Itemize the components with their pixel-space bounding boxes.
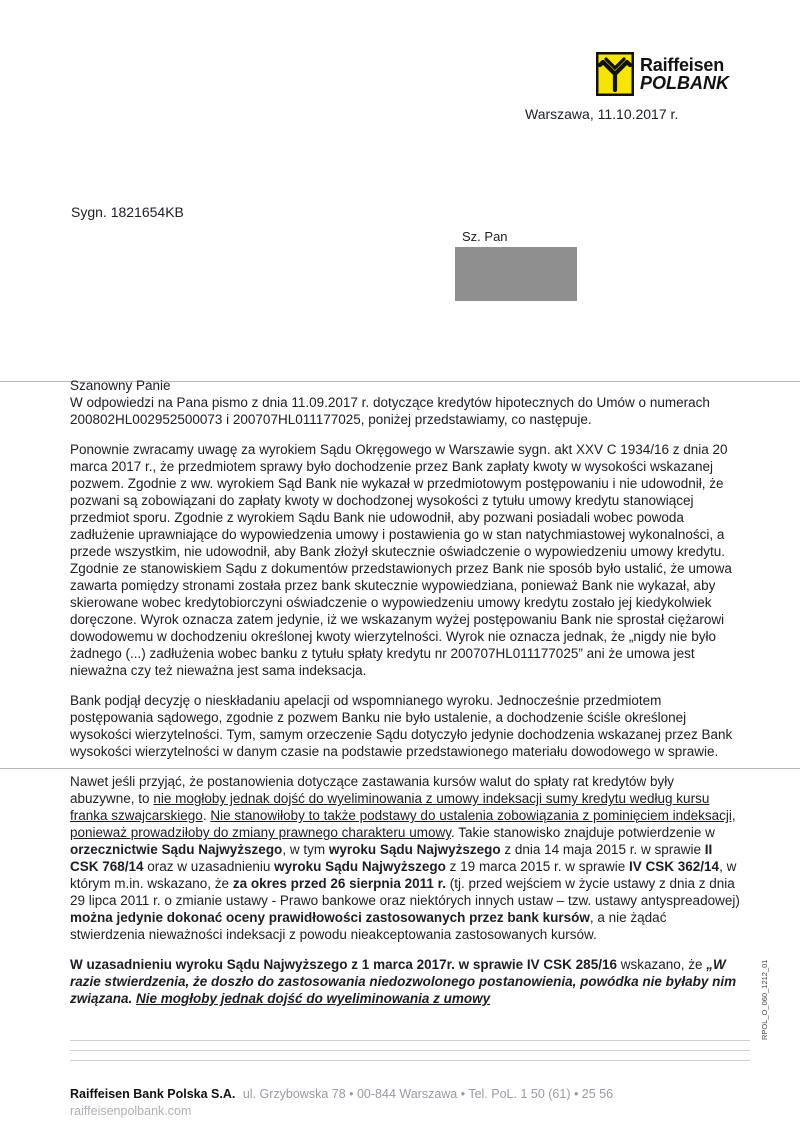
text-run: wskazano, że bbox=[616, 957, 707, 972]
text-run: (tj. przed wejściem w życie ustawy z dnia z dnia 29 lipca 2011 r. o zmianie ustawy - Prawo bankowe oraz niektórych innych ustaw – tzw. ustawy antyspreadowej) bbox=[70, 876, 740, 908]
text-run: oraz w uzasadnieniu bbox=[143, 859, 275, 874]
text-run: . Takie stanowisko znajduje potwierdzenie w bbox=[450, 825, 715, 840]
bold-run: wyroku Sądu Najwyższego bbox=[328, 842, 501, 857]
text-run: z 19 marca 2015 r. w sprawie bbox=[445, 859, 630, 874]
paragraph-quote bbox=[70, 956, 740, 1007]
underlined-run: nie mogłoby jednak dojść do wyeliminowania z umowy indeksacji sumy kredytu według kursu franka szwajcarskiego bbox=[70, 791, 710, 823]
paragraph-appeal-decision: Bank podjął decyzję o nieskładaniu apelacji od wspomnianego wyroku. Jednocześnie przedmiotem postępowania sądowego, zgodnie z pozwem Banku nie było ustalenie, a dochodzenie ściśle określonej wysokości wierzytelności. Tym, samym orzeczenie Sądu dotyczyło jedynie dochodzenia wskazanej przez Bank wysokości wierzytelności w danym czasie na podstawie przedstawionego materiału dowodowego w sprawie. bbox=[70, 693, 733, 759]
fine-print-line bbox=[70, 1050, 750, 1051]
raiffeisen-gable-cross-icon bbox=[596, 52, 634, 96]
addressee-title: Sz. Pan bbox=[462, 229, 508, 244]
bold-run: wyroku Sądu Najwyższego bbox=[274, 859, 446, 874]
paragraph-intro: W odpowiedzi na Pana pismo z dnia 11.09.2017 r. dotyczące kredytów hipotecznych do Umów o numerach 200802HL002952500073 i 200707HL011177025, poniżej przedstawiamy, co następuje. bbox=[70, 395, 710, 427]
fine-print-line bbox=[70, 1040, 750, 1041]
side-document-code: RPOL_O_060_1212_01 bbox=[760, 959, 769, 1040]
paragraph-court-ruling: Ponownie zwracamy uwagę za wyrokiem Sądu Okręgowego w Warszawie sygn. akt XXV C 1934/16 z dnia 20 marca 2017 r., że przedmiotem sprawy było dochodzenie przez Bank zapłaty kwoty w wysokości wskazanej pozwem. Zgodnie z ww. wyrokiem Sąd Bank nie wykazał w przedmiotowym postępowaniu i nie udowodnił, że pozwani są zobowiązani do zapłaty kwoty w dochodzonej wysokości z tytułu umowy kredytu stanowiącej przedmiot sporu. Zgodnie z wyrokiem Sądu Bank nie udowodnił, aby pozwani posiadali wobec powoda zadłużenie uprawniające do wypowiedzenia umowy i postawienia go w stan natychmiastowej wykonalności, a przede wszystkim, nie udowodnił, aby Bank złożył skutecznie oświadczenie o wypowiedzeniu umowy kredytu. Zgodnie ze stanowiskiem Sądu z dokumentów przedstawionych przez Bank nie sposób było ustalić, że umowa zawarta pomiędzy stronami została przez bank skutecznie wypowiedziana, ponieważ Bank nie wykazał, aby skierowane wobec kredytobiorczyni oświadczenie o wypowiedzeniu umowy kredytu zostało jej kiedykolwiek doręczone. Wyrok oznacza zatem jedynie, iż we wskazanym wyżej postępowaniu Bank nie sprostał ciężarowi dowodowemu w dochodzeniu określonej kwoty wierzytelności. Wyrok nie oznacza jednak, że „nigdy nie było żadnego (...) zadłużenia wobec banku z tytułu spłaty kredytu nr 200707HL011177025” ani że umowa jest nieważna czy też nieważna jest sama indeksacja. bbox=[70, 442, 732, 678]
text-run: , a nie żądać stwierdzenia nieważności indeksacji z powodu nieakceptowania zastosowanych kursów. bbox=[70, 910, 667, 942]
bold-run: II CSK 768/14 bbox=[70, 842, 713, 874]
letter-date: Warszawa, 11.10.2017 r. bbox=[525, 106, 679, 122]
footer-address: ul. Grzybowska 78 • 00-844 Warszawa • Tel. PoL. 1 50 (61) • 25 56 bbox=[242, 1087, 614, 1101]
text-run: z dnia 14 maja 2015 r. w sprawie bbox=[500, 842, 705, 857]
footer-website: raiffeisenpolbank.com bbox=[70, 1104, 192, 1118]
logo-raiffeisen-text: Raiffeisen bbox=[640, 55, 725, 75]
bold-run: orzecznictwie Sądu Najwyższego bbox=[70, 842, 283, 857]
text-run: , w którym m.in. wskazano, że bbox=[70, 859, 737, 891]
fine-print-line bbox=[70, 1060, 750, 1061]
letter-body bbox=[70, 377, 740, 1007]
logo-polbank-text: POLBANK bbox=[640, 73, 729, 93]
redacted-address-block bbox=[455, 247, 577, 301]
bold-run: IV CSK 362/14 bbox=[629, 859, 720, 874]
text-run: . bbox=[202, 808, 211, 823]
paragraph-supreme-court bbox=[70, 773, 740, 943]
underlined-run: Nie stanowiłoby to także podstawy do ustalenia zobowiązania z pominięciem indeksacji, ponieważ prowadziłoby do zmiany prawnego charakteru umowy bbox=[70, 808, 736, 840]
bold-italic-underlined-run: Nie mogłoby jednak dojść do wyeliminowania z umowy bbox=[136, 991, 491, 1006]
reference-number: Sygn. 1821654KB bbox=[71, 204, 184, 220]
footer-company: Raiffeisen Bank Polska S.A. bbox=[70, 1087, 236, 1101]
letter-footer bbox=[70, 1086, 613, 1120]
bold-run: W uzasadnieniu wyroku Sądu Najwyższego z 1 marca 2017r. w sprawie IV CSK 285/16 bbox=[70, 957, 617, 972]
bold-run: można jedynie dokonać oceny prawidłowości zastosowanych przez bank kursów bbox=[70, 910, 590, 925]
bold-italic-run: „W razie stwierdzenia, że doszło do zastosowania niedozwolonego postanowienia, powódka nie byłaby nim związana. bbox=[70, 957, 737, 1006]
faint-fine-print bbox=[70, 1040, 750, 1080]
bold-run: za okres przed 26 sierpnia 2011 r. bbox=[232, 876, 446, 891]
text-run: Nawet jeśli przyjąć, że postanowienia dotyczące zastawania kursów walut do spłaty rat kredytów były abuzywne, to bbox=[70, 774, 675, 806]
salutation: Szanowny Panie bbox=[70, 378, 171, 393]
text-run: , w tym bbox=[282, 842, 329, 857]
bank-logo bbox=[596, 52, 729, 96]
